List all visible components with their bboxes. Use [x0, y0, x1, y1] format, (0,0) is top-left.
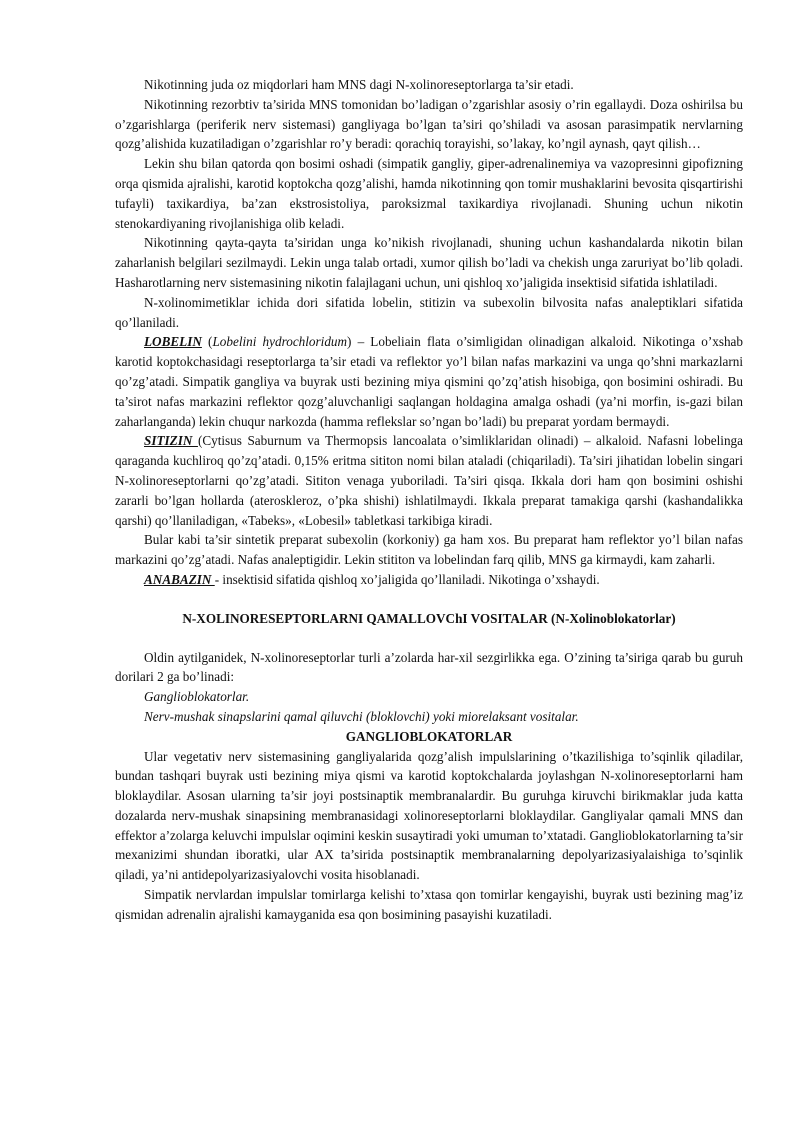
subsection-title: GANGLIOBLOKATORLAR — [345, 728, 513, 744]
list-item-ganglioblockers: Ganglioblokatorlar. — [144, 689, 250, 705]
term-anabazin: ANABAZIN — [144, 571, 215, 587]
paragraph-nicotine-mns: Nikotinning juda oz miqdorlari ham MNS dagi N-xolinoreseptorlarga ta’sir etadi. — [144, 77, 574, 92]
sitizin-description: (Cytisus Saburnum va Thermopsis lancoalata o’simliklaridan olinadi) – alkaloid. Nafasni lobelinga qaraganda kuchliroq qo’zq’atadi. 0,15% eritma sititon nomi bilan ataladi (chiqariladi). Ta’siri jihatidan lobelin singari N-xolinoreseptorlarni qo’zg’atadi. Sititon venaga yuboriladi. Ta’siri qisqa. Ikkala dori ham qon bosimini oshishi zararli bo’lgan hollarda (ateroskleroz, o’pka shishi) ishlatilmaydi. Ikkala preparat tamakiga qarshi (kashandalikka qarshi) qo’llaniladigan, «Tabeks», «Lobesil» tabletkasi tarkibiga kiradi. — [115, 433, 743, 528]
paragraph-sympathetic-effects: Simpatik nervlardan impulslar tomirlarga kelishi to’xtasa qon tomirlar kengayishi, buyrak usti bezining mag’iz qismidan adrenalin ajralishi kamayganida esa qon bosimining pasayishi kuzatiladi. — [115, 887, 743, 922]
paragraph-anabazin — [115, 570, 743, 590]
lobelin-paren: ( — [201, 334, 213, 350]
paragraph-subexolin: Bular kabi ta’sir sintetik preparat subexolin (korkoniy) ga ham xos. Bu preparat ham reflektor yo’l bilan nafas markazini qo’zg’atadi. Nafas analeptigidir. Lekin stititon va lobelindan farq qilib, MNS ga kirmaydi, kam zaharli. — [115, 532, 743, 568]
term-sitizin: SITIZIN — [144, 433, 198, 449]
term-lobelin: LOBELIN — [144, 334, 202, 350]
paragraph-intro: Oldin aytilganidek, N-xolinoreseptorlar turli a’zolarda har-xil sezgirlikka ega. O’zining ta’siriga qarab bu guruh dorilari 2 ga bo’linadi: — [115, 649, 743, 685]
paragraph-sitizin — [115, 431, 743, 530]
paragraph-nicotine-resorptive: Nikotinning rezorbtiv ta’sirida MNS tomonidan bo’ladigan o’zgarishlar asosiy o’rin egallaydi. Doza oshirilsa bu o’zgarishlarga (periferik nerv sistemasi) gangliyaga bo’lgan ta’siri qo’shiladi va asosan parasimpatik nervlarning qozg’alishida kuzatiladigan o’zgarishlar ro’y beradi: qorachiq torayishi, so’lakay, ko’ngil aynash, qayt qilish… — [115, 96, 743, 152]
lobelin-description: ) – Lobeliain flata o’simligidan olinadigan alkaloid. Nikotinga o’xshab karotid koptokchasidagi reseptorlarga ta’sir etadi va reflektor yo’l bilan nafas markazini va unga qo’shni markazlarni qo’zg’atadi. Simpatik gangliya va buyrak usti bezining miya qismini qo’zq’atish hisobiga, qon bosimini oshiradi. Bu ta’sirot nafas markazini reflektor qozg’aluvchanligi saqlangan holdagina amalga oshadi (ya’ni morfin, is-gazi bilan zaharlanganda) lekin chuqur narkozda (hamma reflekslar so’ngan bo’ladi) bu preparat yordam bermaydi. — [115, 334, 743, 429]
paragraph-n-cholinomimetics: N-xolinomimetiklar ichida dori sifatida lobelin, stitizin va subexolin bilvosita nafas analeptiklari sifatida qo’llaniladi. — [115, 294, 743, 330]
paragraph-blood-pressure: Lekin shu bilan qatorda qon bosimi oshadi (simpatik gangliy, giper-adrenalinemiya va vazopresinni gipofizning orqa qismida ajralishi, karotid koptokcha qozg’alishi, hamda nikotinning qon tomir mushaklarini bevosita qisqartirishi tufayli) taxikardiya, ba’zan ekstrosistoliya, paroksizmal taxikardiya rivojlanadi. Shuning uchun nikotin stenokardiyaning rivojlanishiga olib keladi. — [115, 156, 743, 231]
paragraph-tolerance: Nikotinning qayta-qayta ta’siridan unga ko’nikish rivojlanadi, shuning uchun kashandalarda nikotin bilan zaharlanish belgilari sezilmaydi. Lekin unga talab ortadi, xumor qilish bo’ladi va chekish unga zaruriyat bo’lib qoladi. Hasharotlarning nerv sistemasining nikotin falajlagani uchun, uni qishloq xo’jaligida insektisid sifatida ishlatiladi. — [115, 235, 743, 290]
lobelin-latin-name: Lobelini hydrochloridum — [212, 334, 348, 350]
paragraph-ganglioblockers-action: Ular vegetativ nerv sistemasining gangliyalarida qozg’alish impulslarining o’tkazilishiga to’sqinlik qiladilar, bundan tashqari buyrak usti bezining miya qismi va karotid koptokchalarda joylashgan N-xolinoreseptorlarni ham bloklaydilar. Asosan ularning ta’sir joyi postsinaptik membranalardir. Bu guruhga kiruvchi birikmaklar juda katta dozalarda nerv-mushak sinapsining membranasidagi xolinoreseptorlarni bloklaydilar. Gangliyalar qamali MNS dan effektor a’zolarga keluvchi impulslar oqimini keskin susaytiradi yoki umuman to’xtatadi. Ganglioblokatorlarning ta’sir mexanizimi shundan iboratki, ular AX ta’sirida postsinaptik membranalarning depolyarizasiyalaishiga to’sqinlik qiladi, ya’ni antidepolyarizasiyalovchi vosita hisoblanadi. — [115, 748, 743, 883]
anabazin-description: - insektisid sifatida qishloq xo’jaligida qo’llaniladi. Nikotinga o’xshaydi. — [214, 571, 600, 587]
list-item-myorelaxants: Nerv-mushak sinapslarini qamal qiluvchi (bloklovchi) yoki miorelaksant vositalar. — [144, 708, 579, 724]
section-title: N-XOLINORESEPTORLARNI QAMALLOVChI VOSITALAR (N-Xolinoblokatorlar) — [182, 610, 676, 626]
paragraph-lobelin — [115, 332, 743, 431]
